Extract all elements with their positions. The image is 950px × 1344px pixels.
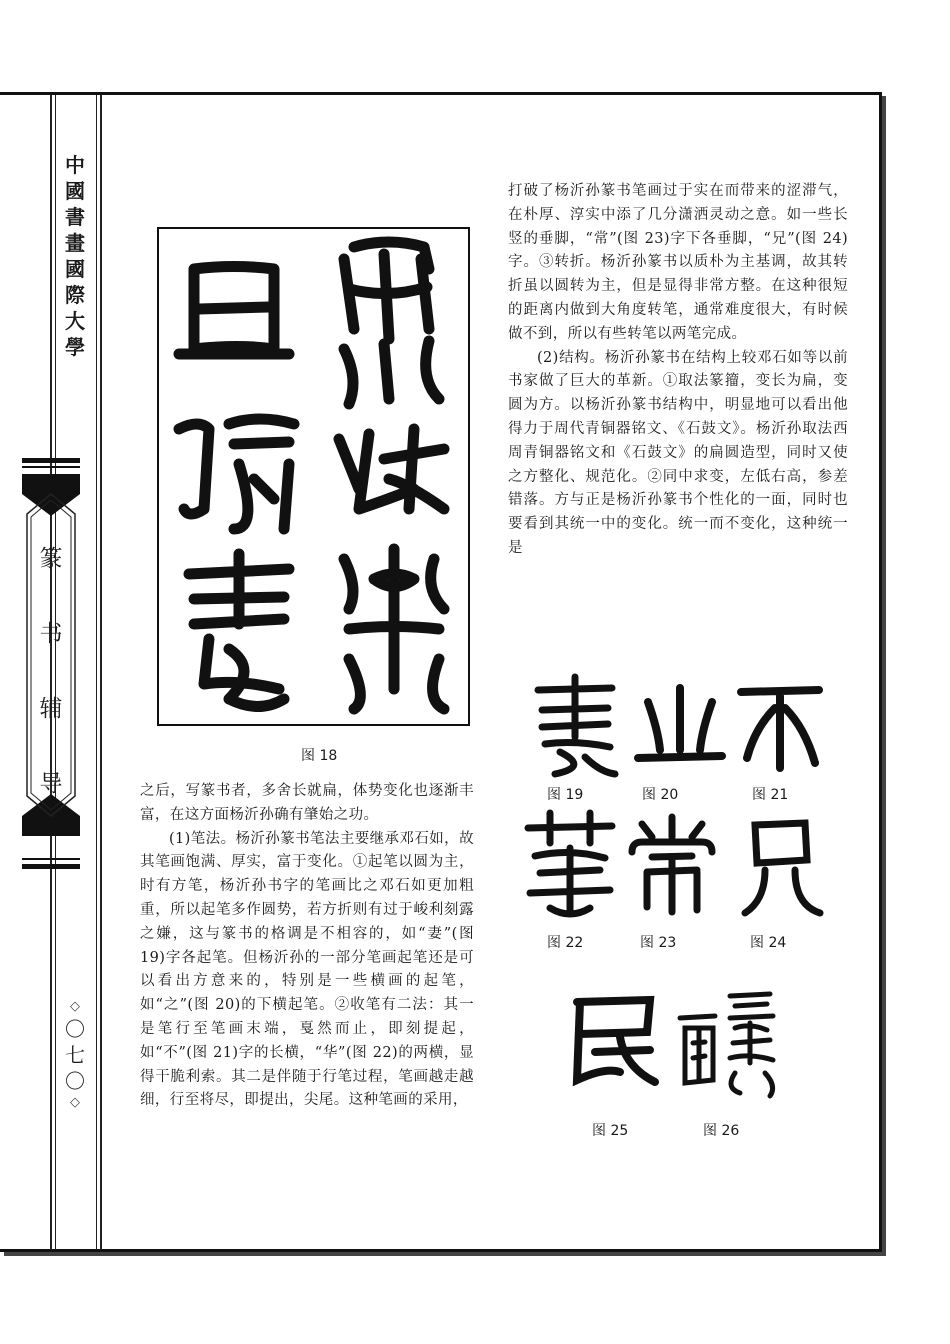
figure-caption: 图 26 xyxy=(703,1123,740,1139)
figure-23-glyph xyxy=(622,812,722,917)
diamond-icon: ◇ xyxy=(70,1095,80,1110)
series-char: 學 xyxy=(65,335,85,359)
frame-shadow xyxy=(4,1252,886,1256)
band-bottom xyxy=(22,858,80,860)
frame-shadow xyxy=(882,96,886,1256)
page-digit: 〇 xyxy=(65,1017,85,1041)
band-bottom xyxy=(22,864,80,869)
figure-caption: 图 25 xyxy=(592,1123,629,1139)
page-number xyxy=(64,998,86,1112)
paragraph: 打破了杨沂孙篆书笔画过于实在而带来的涩滞气，在朴厚、淳实中添了几分潇洒灵动之意。如一些长竖的垂脚，“常”(图 23)字下各垂脚，“兄”(图 24)字。③转折。杨沂孙篆书以质朴为主基调，故其转折虽以圆转为主，但是显得非常方整。在这种很短的距离内做到大角度转笔，通常难度很大，有时候做不到，所以有些转笔以两笔完成。 xyxy=(508,183,848,342)
figure-caption: 图 22 xyxy=(547,935,584,951)
paragraph: 之后，写篆书者，多舍长就扁，体势变化也逐渐丰富，在这方面杨沂孙确有肇始之功。 xyxy=(140,783,474,823)
sidebar-rule xyxy=(96,95,97,1250)
series-char: 際 xyxy=(65,283,85,307)
book-title-char: 篆 xyxy=(39,546,63,572)
figure-18 xyxy=(157,227,470,726)
figure-25-glyph xyxy=(565,992,665,1092)
book-title xyxy=(36,540,66,840)
book-title-char: 导 xyxy=(39,771,63,797)
paragraph: (1)笔法。杨沂孙篆书笔法主要继承邓石如，故其笔画饱满、厚实，富于变化。①起笔以圆为主，时有方笔，杨沂孙书字的笔画比之邓石如更加粗重，所以起笔多作圆势，若方折则有过于峻利刻露之嫌，这与篆书的格调是不相容的，如“妻”(图 19)字各起笔。但杨沂孙的一部分笔画起笔还是可以看出方意来的，特别是一些横画的起笔，如“之”(图 20)的下横起笔。②收笔有二法：其一是笔行至笔画末端，戛然而止，即刻提起，如“不”(图 21)字的长横，“华”(图 22)的两横，显得干脆利索。其二是伴随于行笔过程，笔画越走越细，行至将尽，即提出，尖尾。这种笔画的采用， xyxy=(140,830,474,1109)
series-char: 畫 xyxy=(65,231,85,255)
figure-20-glyph xyxy=(630,680,730,775)
paragraph: (2)结构。杨沂孙篆书在结构上较邓石如等以前书家做了巨大的革新。①取法篆籀，变长为扁，变圆为方。以杨沂孙篆书结构中，明显地可以看出他得力于周代青铜器铭文、《石鼓文》。杨沂孙取法西周青铜器铭文和《石鼓文》的扁圆造型，同时又使之方整化、规范化。②同中求变，左低右高，参差错落。方与正是杨沂孙篆书个性化的一面，同时也要看到其统一中的变化。统一而不变化，这种统一是 xyxy=(508,349,848,556)
seal-script-artwork xyxy=(159,229,468,724)
figure-caption: 图 18 xyxy=(301,748,338,764)
diamond-icon: ◇ xyxy=(70,999,80,1014)
page-digit: 七 xyxy=(65,1043,85,1067)
figure-26-glyph xyxy=(675,988,785,1103)
series-char: 國 xyxy=(65,257,85,281)
band-top xyxy=(22,466,80,468)
figure-19-glyph xyxy=(530,672,620,780)
book-title-char: 书 xyxy=(39,621,63,647)
figure-caption: 图 24 xyxy=(750,935,787,951)
figure-21-glyph xyxy=(735,678,825,778)
left-text-column xyxy=(140,780,474,1113)
series-char: 大 xyxy=(65,309,85,333)
figure-caption: 图 21 xyxy=(752,787,789,803)
series-char: 國 xyxy=(65,179,85,203)
figure-24-glyph xyxy=(735,815,825,920)
series-title xyxy=(62,152,88,360)
series-char: 書 xyxy=(65,205,85,229)
figure-caption: 图 23 xyxy=(640,935,677,951)
series-char: 中 xyxy=(65,153,85,177)
band-top xyxy=(22,458,80,463)
figure-22-glyph xyxy=(520,808,620,926)
figure-caption: 图 20 xyxy=(642,787,679,803)
right-text-column xyxy=(508,180,848,561)
book-title-char: 辅 xyxy=(39,696,63,722)
page-digit: 〇 xyxy=(65,1069,85,1093)
figure-caption: 图 19 xyxy=(547,787,584,803)
sidebar-rule xyxy=(100,95,102,1250)
